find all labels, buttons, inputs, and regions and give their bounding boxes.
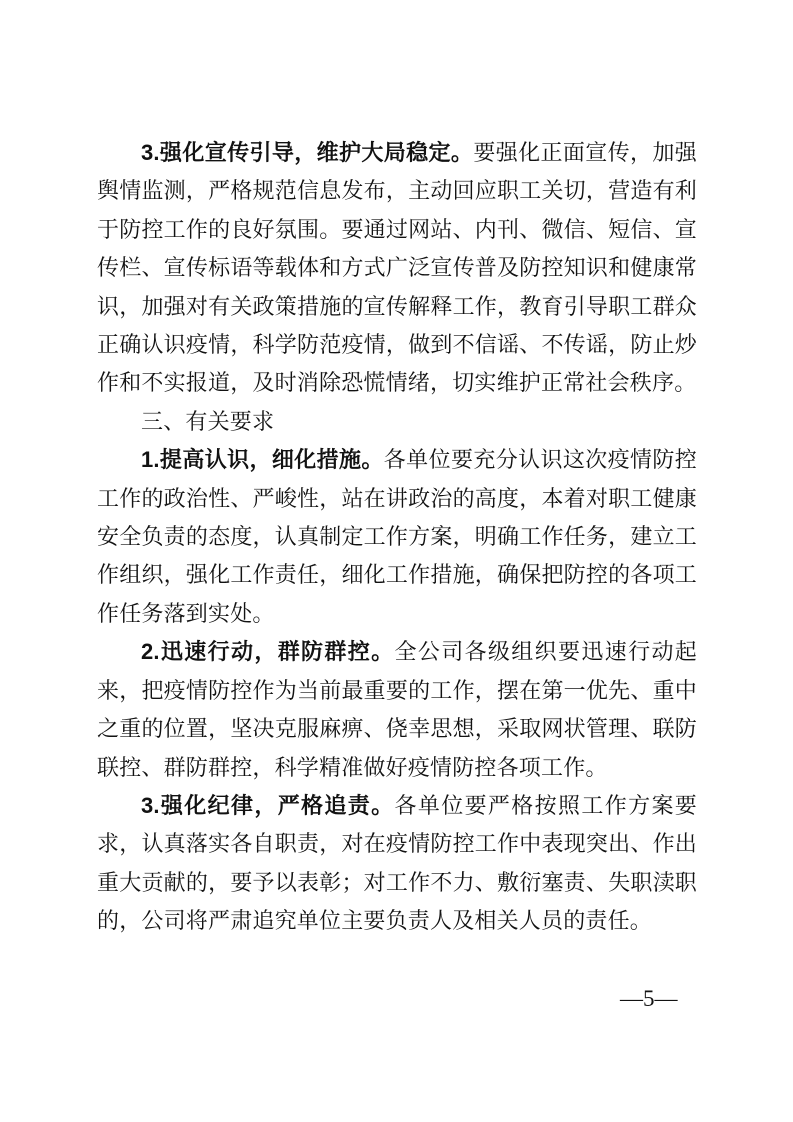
paragraph-rapid-action	[97, 633, 697, 787]
paragraph-body-text: 各单位要严格按照工作方案要求，认真落实各自职责，对在疫情防控工作中表现突出、作出重大贡献的，要予以表彰；对工作不力、敷衍塞责、失职渎职的，公司将严肃追究单位主要负责人及相关人员的责任。	[97, 792, 698, 934]
paragraph-body-text: 各单位要充分认识这次疫情防控工作的政治性、严峻性，站在讲政治的高度，本着对职工健康安全负责的态度，认真制定工作方案，明确工作任务，建立工作组织，强化工作责任，细化工作措施，确保把防控的各项工作任务落到实处。	[97, 447, 698, 626]
paragraph-propaganda-guidance	[97, 134, 697, 403]
paragraph-strict-discipline	[97, 787, 697, 941]
paragraph-bold-lead: 3.强化宣传引导，维护大局稳定。	[141, 140, 474, 165]
page-number: —5—	[620, 986, 678, 1011]
section-heading-requirements	[97, 403, 697, 441]
section-heading-text: 三、有关要求	[141, 408, 275, 434]
paragraph-bold-lead: 2.迅速行动，群防群控。	[141, 639, 395, 665]
paragraph-body-text: 全公司各级组织要迅速行动起来，把疫情防控作为当前最重要的工作，摆在第一优先、重中之重的位置，坚决克服麻痹、侥幸思想，采取网状管理、联防联控、群防群控，科学精准做好疫情防控各项工作。	[97, 639, 698, 780]
paragraph-bold-lead: 1.提高认识，细化措施。	[141, 447, 384, 473]
paragraph-raise-awareness	[97, 441, 697, 633]
paragraph-bold-lead: 3.强化纪律，严格追责。	[141, 792, 395, 818]
paragraph-body-text: 要强化正面宣传，加强舆情监测，严格规范信息发布，主动回应职工关切，营造有利于防控工作的良好氛围。要通过网站、内刊、微信、短信、宣传栏、宣传标语等载体和方式广泛宣传普及防控知识和健康常识，加强对有关政策措施的宣传解释工作，教育引导职工群众正确认识疫情，科学防范疫情，做到不信谣、不传谣，防止炒作和不实报道，及时消除恐慌情绪，切实维护正常社会秩序。	[97, 140, 697, 396]
document-content	[97, 134, 697, 941]
